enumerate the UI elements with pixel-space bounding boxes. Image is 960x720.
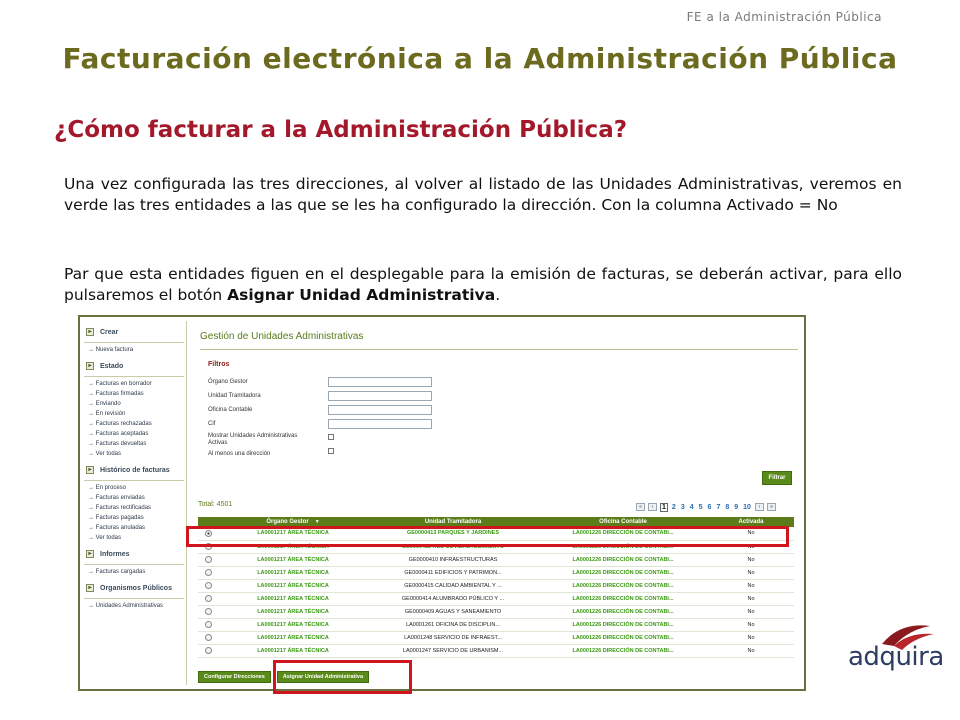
cell-unidad: LA0001261 OFICINA DE DISCIPLIN... [368, 618, 538, 631]
app-screenshot [78, 315, 806, 691]
cell-organo: LA0001217 ÁREA TÉCNICA [218, 527, 368, 540]
sidebar-item-facturas-rectificadas[interactable]: → Facturas rectificadas [82, 503, 186, 513]
sidebar-section-label: Informes [100, 550, 130, 558]
sidebar-section-crear[interactable] [82, 325, 186, 339]
cell-oficina: LA0001226 DIRECCIÓN DE CONTABI... [538, 631, 708, 644]
cell-oficina: LA0001226 DIRECCIÓN DE CONTABI... [538, 540, 708, 553]
cell-oficina: LA0001226 DIRECCIÓN DE CONTABI... [538, 553, 708, 566]
row-select-radio[interactable] [198, 618, 218, 631]
radio-icon[interactable] [205, 608, 212, 615]
sidebar-section-informes[interactable] [82, 547, 186, 561]
logo-wordmark: adquira [848, 642, 944, 672]
content-title: Gestión de Unidades Administrativas [200, 331, 364, 342]
cell-activada: No [708, 527, 794, 540]
page-link[interactable]: 7 [716, 503, 721, 511]
content-panel [194, 321, 800, 685]
table-row[interactable] [198, 618, 794, 631]
last-page-button[interactable]: » [767, 503, 776, 511]
expand-icon: ▸ [86, 584, 94, 592]
filtrar-button[interactable]: Filtrar [762, 471, 792, 485]
table-row[interactable] [198, 592, 794, 605]
sort-desc-icon[interactable]: ▼ [314, 519, 320, 525]
al-menos-checkbox[interactable] [328, 448, 334, 454]
radio-icon[interactable] [205, 621, 212, 628]
paragraph-activate [64, 264, 902, 306]
header-tag: FE a la Administración Pública [686, 10, 882, 24]
cell-unidad: GE0000409 AGUAS Y SANEAMIENTO [368, 605, 538, 618]
configurar-direcciones-button[interactable]: Configurar Direcciones [198, 671, 271, 683]
pagination [636, 502, 776, 512]
sidebar-item-en-revision[interactable]: → En revisión [82, 409, 186, 419]
radio-icon[interactable] [205, 556, 212, 563]
row-select-radio[interactable] [198, 566, 218, 579]
highlight-box-row [186, 526, 789, 547]
filters-title: Filtros [208, 361, 230, 368]
cell-activada: No [708, 592, 794, 605]
cell-oficina: LA0001226 DIRECCIÓN DE CONTABI... [538, 527, 708, 540]
cell-unidad: GE0000410 INFRAESTRUCTURAS [368, 553, 538, 566]
divider [84, 564, 184, 565]
page-link[interactable]: 6 [707, 503, 712, 511]
row-select-radio[interactable] [198, 605, 218, 618]
row-select-radio[interactable] [198, 579, 218, 592]
divider [84, 342, 184, 343]
divider [200, 349, 798, 350]
cell-activada: No [708, 579, 794, 592]
expand-icon: ▸ [86, 362, 94, 370]
divider [84, 480, 184, 481]
page-title: Facturación electrónica a la Administración Pública [62, 42, 898, 75]
cell-organo: LA0001217 ÁREA TÉCNICA [218, 566, 368, 579]
divider [84, 598, 184, 599]
oficina-contable-input[interactable] [328, 405, 432, 415]
cell-unidad: LA0001247 SERVICIO DE URBANISM... [368, 644, 538, 657]
cell-organo: LA0001217 ÁREA TÉCNICA [218, 579, 368, 592]
cell-oficina: LA0001226 DIRECCIÓN DE CONTABI... [538, 644, 708, 657]
radio-icon[interactable] [205, 569, 212, 576]
sidebar-section-label: Crear [100, 328, 119, 336]
sidebar-section-estado[interactable] [82, 359, 186, 373]
sidebar-item-enviando[interactable]: → Enviando [82, 399, 186, 409]
table-row[interactable] [198, 644, 794, 657]
highlight-box-button [273, 660, 412, 694]
sidebar-section-label: Organismos Públicos [100, 584, 172, 592]
table-row[interactable] [198, 605, 794, 618]
radio-icon[interactable] [205, 647, 212, 654]
sidebar-item-facturas-pagadas[interactable]: → Facturas pagadas [82, 513, 186, 523]
cell-unidad: GE0000413 PARQUES Y JARDINES [368, 527, 538, 540]
page-link[interactable]: 9 [734, 503, 739, 511]
page-link[interactable]: 3 [680, 503, 685, 511]
cell-oficina: LA0001226 DIRECCIÓN DE CONTABI... [538, 579, 708, 592]
cell-activada: No [708, 631, 794, 644]
cell-organo: LA0001217 ÁREA TÉCNICA [218, 592, 368, 605]
cell-unidad: GE0000411 EDIFICIOS Y PATRIMON... [368, 566, 538, 579]
sidebar-item-ver-todas-historico[interactable]: → Ver todas [82, 533, 186, 543]
cell-activada: No [708, 540, 794, 553]
cell-activada: No [708, 605, 794, 618]
filter-label-cif: Cif [208, 421, 216, 427]
sidebar-item-facturas-firmadas[interactable]: → Facturas firmadas [82, 389, 186, 399]
sidebar-item-unidades-administrativas[interactable]: → Unidades Administrativas [82, 601, 186, 611]
sidebar-item-facturas-cargadas[interactable]: → Facturas cargadas [82, 567, 186, 577]
sidebar-item-ver-todas[interactable]: → Ver todas [82, 449, 186, 459]
cell-organo: LA0001217 ÁREA TÉCNICA [218, 618, 368, 631]
cif-input[interactable] [328, 419, 432, 429]
sidebar-item-facturas-enviadas[interactable]: → Facturas enviadas [82, 493, 186, 503]
cell-activada: No [708, 644, 794, 657]
expand-icon: ▸ [86, 328, 94, 336]
cell-oficina: LA0001226 DIRECCIÓN DE CONTABI... [538, 592, 708, 605]
cell-activada: No [708, 618, 794, 631]
mostrar-activas-checkbox[interactable] [328, 434, 334, 440]
cell-unidad: GE0000415 CALIDAD AMBIENTAL Y ... [368, 579, 538, 592]
page-subtitle: ¿Cómo facturar a la Administración Pública? [54, 117, 628, 143]
page-link[interactable]: 2 [671, 503, 676, 511]
page-link[interactable]: 5 [698, 503, 703, 511]
column-header-activada[interactable]: Activada [708, 517, 794, 527]
row-select-radio[interactable] [198, 553, 218, 566]
next-page-button[interactable]: › [755, 503, 764, 511]
cell-organo: LA0001217 ÁREA TÉCNICA [218, 605, 368, 618]
total-count: Total: 4501 [198, 501, 233, 508]
sidebar-section-label: Estado [100, 362, 124, 370]
divider [84, 376, 184, 377]
first-page-button[interactable]: « [636, 503, 645, 511]
cell-organo: LA0001217 ÁREA TÉCNICA [218, 631, 368, 644]
sidebar-item-facturas-rechazadas[interactable]: → Facturas rechazadas [82, 419, 186, 429]
table-row[interactable] [198, 566, 794, 579]
page-current[interactable]: 1 [662, 503, 666, 511]
sidebar-item-facturas-devueltas[interactable]: → Facturas devueltas [82, 439, 186, 449]
sidebar-item-nueva-factura[interactable]: → Nueva factura [82, 345, 186, 355]
filter-label-organo: Órgano Gestor [208, 379, 248, 385]
cell-activada: No [708, 553, 794, 566]
sidebar-item-facturas-borrador[interactable]: → Facturas en borrador [82, 379, 186, 389]
sidebar-item-facturas-aceptadas[interactable]: → Facturas aceptadas [82, 429, 186, 439]
cell-unidad: GE0000412 RED DE ABASTECIMIENTO [368, 540, 538, 553]
cell-unidad: GE0000414 ALUMBRADO PÚBLICO Y ... [368, 592, 538, 605]
sidebar [82, 321, 187, 685]
asignar-unidad-button[interactable]: Asignar Unidad Administrativa [277, 671, 369, 683]
table-row[interactable] [198, 553, 794, 566]
cell-organo: LA0001217 ÁREA TÉCNICA [218, 553, 368, 566]
cell-oficina: LA0001226 DIRECCIÓN DE CONTABI... [538, 618, 708, 631]
unidad-tramitadora-input[interactable] [328, 391, 432, 401]
table-row[interactable] [198, 579, 794, 592]
column-header-oficina[interactable]: Oficina Contable [538, 517, 708, 527]
filter-label-oficina: Oficina Contable [208, 407, 253, 413]
filter-label-al-menos: Al menos una dirección [208, 451, 271, 457]
sidebar-section-label: Histórico de facturas [100, 466, 170, 474]
expand-icon: ▸ [86, 466, 94, 474]
column-header-label: Órgano Gestor [266, 519, 309, 525]
column-header-unidad[interactable]: Unidad Tramitadora [368, 517, 538, 527]
cell-organo: LA0001217 ÁREA TÉCNICA [218, 540, 368, 553]
page-link[interactable]: 8 [725, 503, 730, 511]
expand-icon: ▸ [86, 550, 94, 558]
sidebar-section-organismos[interactable] [82, 581, 186, 595]
row-select-radio[interactable] [198, 644, 218, 657]
organo-gestor-input[interactable] [328, 377, 432, 387]
cell-organo: LA0001217 ÁREA TÉCNICA [218, 644, 368, 657]
adquira-logo [842, 620, 952, 684]
cell-oficina: LA0001226 DIRECCIÓN DE CONTABI... [538, 605, 708, 618]
paragraph-activate-end: . [495, 286, 501, 304]
paragraph-activate-bold: Asignar Unidad Administrativa [227, 286, 496, 304]
page-link[interactable]: 4 [689, 503, 694, 511]
paragraph-configured: Una vez configurada las tres direcciones, al volver al listado de las Unidades Administrativas, veremos en verde las tres entidades a las que se les ha configurado la dirección. Con la columna Activado = No [64, 175, 902, 214]
cell-activada: No [708, 566, 794, 579]
row-select-radio[interactable] [198, 592, 218, 605]
sidebar-item-en-proceso[interactable]: → En proceso [82, 483, 186, 493]
table-row[interactable] [198, 631, 794, 644]
radio-icon[interactable] [205, 595, 212, 602]
radio-icon[interactable] [205, 634, 212, 641]
sidebar-section-historico[interactable] [82, 463, 186, 477]
radio-icon[interactable] [205, 582, 212, 589]
page-link[interactable]: 10 [743, 503, 751, 511]
cell-oficina: LA0001226 DIRECCIÓN DE CONTABI... [538, 566, 708, 579]
sidebar-item-facturas-anuladas[interactable]: → Facturas anuladas [82, 523, 186, 533]
prev-page-button[interactable]: ‹ [648, 503, 657, 511]
filter-label-mostrar-activas: Mostrar Unidades Administrativas Activas [208, 433, 298, 446]
paragraph-activate-text: Par que esta entidades figuen en el desplegable para la emisión de facturas, se deberán activar, para ello pulsaremos el botón [64, 265, 902, 304]
cell-unidad: LA0001248 SERVICIO DE INFRAEST... [368, 631, 538, 644]
filter-label-unidad: Unidad Tramitadora [208, 393, 261, 399]
row-select-radio[interactable] [198, 631, 218, 644]
